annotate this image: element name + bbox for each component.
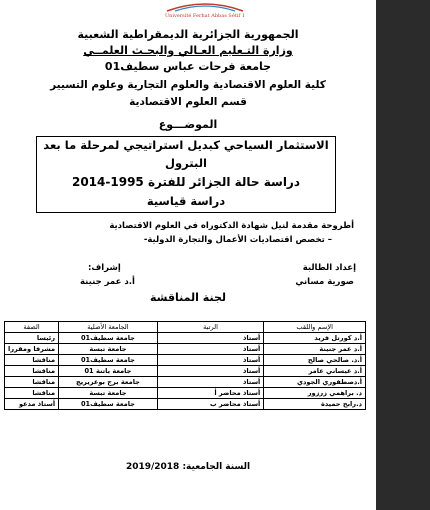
thesis-purpose: أطروحة مقدمة لنيل شهادة الدكتوراه في العلوم الاقتصادية: [109, 221, 354, 231]
table-row: [5, 377, 366, 388]
logo-caption: Université Ferhat Abbas Sétif 1: [164, 13, 246, 19]
jury-rank: أستاذ: [157, 377, 264, 388]
university-logo: [145, 0, 265, 20]
jury-role: مناقشا: [5, 355, 59, 366]
jury-university: جامعة سطيف01: [59, 333, 158, 344]
jury-role: مناقشا: [5, 377, 59, 388]
thesis-title-box: [36, 136, 336, 213]
jury-rank: أستاذ: [157, 333, 264, 344]
jury-rank: أستاذ محاضر ب: [157, 399, 264, 410]
jury-role: مشرفا ومقررا: [5, 344, 59, 355]
title-line-3: دراسة حالة الجزائر للفترة 1995-2014: [71, 175, 300, 189]
table-row: [5, 366, 366, 377]
jury-name: أ.د. صالحي صالح: [264, 355, 366, 366]
jury-role: رئيسا: [5, 333, 59, 344]
jury-name: أ.د كورتل فريد: [264, 333, 366, 344]
university-heading: جامعة فرحات عباس سطيف01: [104, 60, 272, 73]
jury-university: جامعة سطيف01: [59, 399, 158, 410]
title-line-1: الاستثمار السياحي كبديل استراتيجي لمرحلة ما بعد: [43, 138, 329, 152]
jury-university: جامعة برج بوعريريج: [59, 377, 158, 388]
ministry-heading: وزارة التـعليم العـالي والبحـث العلمــي: [83, 44, 293, 57]
jury-rank: أستاذ: [157, 366, 264, 377]
jury-role: مناقشا: [5, 388, 59, 399]
university-logo-icon: [145, 0, 265, 20]
jury-header-name: الإسم واللقب: [264, 322, 366, 333]
jury-header-role: الصفة: [5, 322, 59, 333]
jury-header-row: [5, 322, 366, 333]
jury-role: أستاذ مدعو: [5, 399, 59, 410]
jury-name: أ.د عمر جنينة: [264, 344, 366, 355]
jury-name: أ.دصطفوري الجودي: [264, 377, 366, 388]
title-line-2: البترول: [165, 156, 207, 170]
table-row: [5, 355, 366, 366]
jury-header-rank: الرتبة: [157, 322, 264, 333]
supervisor-label: إشراف:: [88, 263, 121, 273]
jury-header-university: الجامعة الأصلية: [59, 322, 158, 333]
department-heading: قسم العلوم الاقتصادية: [129, 96, 247, 108]
student-name: صورية مساني: [295, 277, 354, 287]
jury-rank: أستاذ محاضر أ: [157, 388, 264, 399]
republic-heading: الجمهورية الجزائرية الديمقراطية الشعبية: [77, 28, 299, 41]
table-row: [5, 399, 366, 410]
jury-university: جامعة سطيف01: [59, 355, 158, 366]
table-row: [5, 388, 366, 399]
viewer-side-panel: [376, 0, 430, 510]
jury-university: جامعة تبسة: [59, 344, 158, 355]
committee-title: لجنة المناقشة: [149, 291, 226, 304]
jury-university: جامعة تبسة: [59, 388, 158, 399]
academic-year: السنة الجامعية: 2019/2018: [125, 462, 251, 472]
table-row: [5, 344, 366, 355]
supervisor-name: أ.د عمر جنينة: [80, 277, 135, 287]
jury-role: مناقشا: [5, 366, 59, 377]
thesis-specialty: – تخصص اقتصاديات الأعمال والتجارة الدولية-: [143, 235, 332, 245]
subject-label: الموضـــوع: [158, 118, 218, 131]
jury-rank: أستاذ: [157, 355, 264, 366]
jury-university: جامعة باتنة 01: [59, 366, 158, 377]
jury-table: [4, 321, 366, 410]
student-label: إعداد الطالبة: [302, 263, 356, 273]
jury-name: أ.د عيساني عامر: [264, 366, 366, 377]
title-line-4: دراسة قياسية: [146, 194, 226, 208]
jury-name: د.رابح حميدة: [264, 399, 366, 410]
table-row: [5, 333, 366, 344]
jury-rank: أستاذ: [157, 344, 264, 355]
jury-name: د. براهمي زرزور: [264, 388, 366, 399]
faculty-heading: كلية العلوم الاقتصادية والعلوم التجارية وعلوم التسيير: [50, 79, 326, 91]
